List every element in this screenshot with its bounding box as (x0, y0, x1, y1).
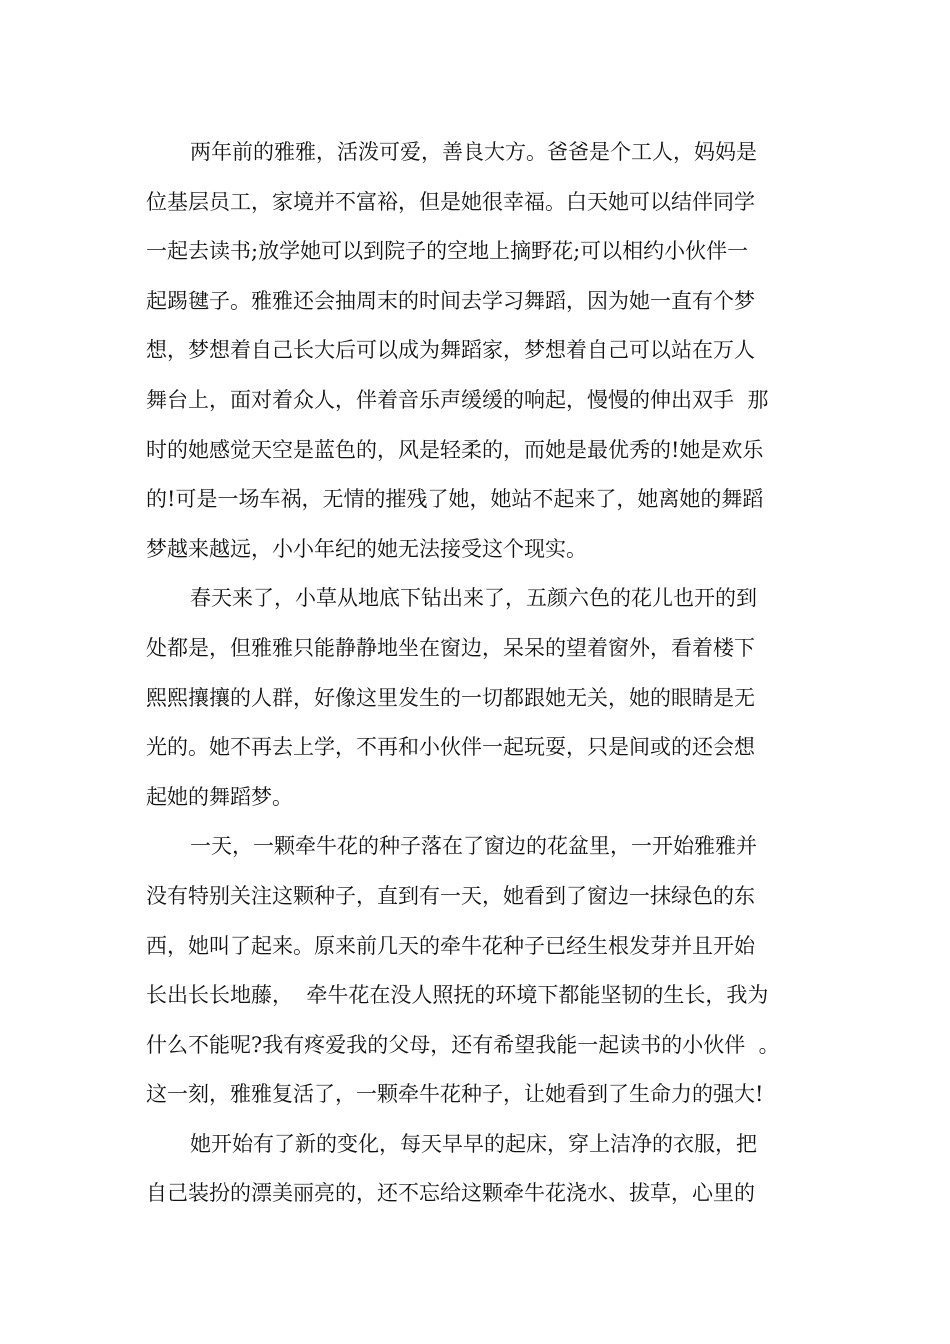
paragraph-1-line-9: 梦越来越远，小小年纪的她无法接受这个现实。 (146, 536, 587, 561)
paragraph-2-line-2: 处都是，但雅雅只能静静地坐在窗边，呆呆的望着窗外，看着楼下 (146, 635, 755, 660)
paragraph-1-line-6: 舞台上，面对着众人，伴着音乐声缓缓的响起，慢慢的伸出双手 那 (146, 387, 769, 412)
paragraph-1-line-2: 位基层员工，家境并不富裕，但是她很幸福。白天她可以结伴同学 (146, 189, 755, 214)
paragraph-3-line-6: 这一刻，雅雅复活了，一颗牵牛花种子，让她看到了生命力的强大! (146, 1082, 764, 1107)
paragraph-3-line-1: 一天，一颗牵牛花的种子落在了窗边的花盆里，一开始雅雅并 (190, 834, 757, 859)
paragraph-1-line-1: 两年前的雅雅，活泼可爱，善良大方。爸爸是个工人，妈妈是 (190, 140, 757, 164)
paragraph-1-line-5: 想，梦想着自己长大后可以成为舞蹈家，梦想着自己可以站在万人 (146, 338, 755, 363)
paragraph-3-line-3: 西，她叫了起来。原来前几天的牵牛花种子已经生根发芽并且开始 (146, 933, 755, 958)
paragraph-3-line-5: 什么不能呢?我有疼爱我的父母，还有希望我能一起读书的小伙伴 。 (146, 1032, 780, 1057)
paragraph-3-line-2: 没有特别关注这颗种子，直到有一天，她看到了窗边一抹绿色的东 (146, 883, 755, 908)
paragraph-2-line-1: 春天来了，小草从地底下钻出来了，五颜六色的花儿也开的到 (190, 586, 757, 611)
paragraph-3-line-4: 长出长长地藤， 牵牛花在没人照抚的环境下都能坚韧的生长，我为 (146, 983, 769, 1008)
paragraph-1-line-8: 的!可是一场车祸，无情的摧残了她，她站不起来了，她离她的舞蹈 (146, 487, 764, 512)
body-text (146, 134, 826, 1225)
paragraph-2-line-3: 熙熙攘攘的人群，好像这里发生的一切都跟她无关，她的眼睛是无 (146, 685, 755, 710)
paragraph-2-line-4: 光的。她不再去上学，不再和小伙伴一起玩耍，只是间或的还会想 (146, 735, 755, 760)
paragraph-1-line-3: 一起去读书;放学她可以到院子的空地上摘野花;可以相约小伙伴一 (146, 239, 749, 264)
paragraph-4-line-1: 她开始有了新的变化，每天早早的起床，穿上洁净的衣服，把 (190, 1131, 757, 1156)
paragraph-1-line-4: 起踢毽子。雅雅还会抽周末的时间去学习舞蹈，因为她一直有个梦 (146, 288, 755, 313)
paragraph-2-line-5: 起她的舞蹈梦。 (146, 784, 293, 809)
paragraph-4-line-2: 自己装扮的漂美丽亮的，还不忘给这颗牵牛花浇水、拔草，心里的 (146, 1181, 755, 1206)
paragraph-1-line-7: 时的她感觉天空是蓝色的，风是轻柔的，而她是最优秀的!她是欢乐 (146, 437, 764, 462)
